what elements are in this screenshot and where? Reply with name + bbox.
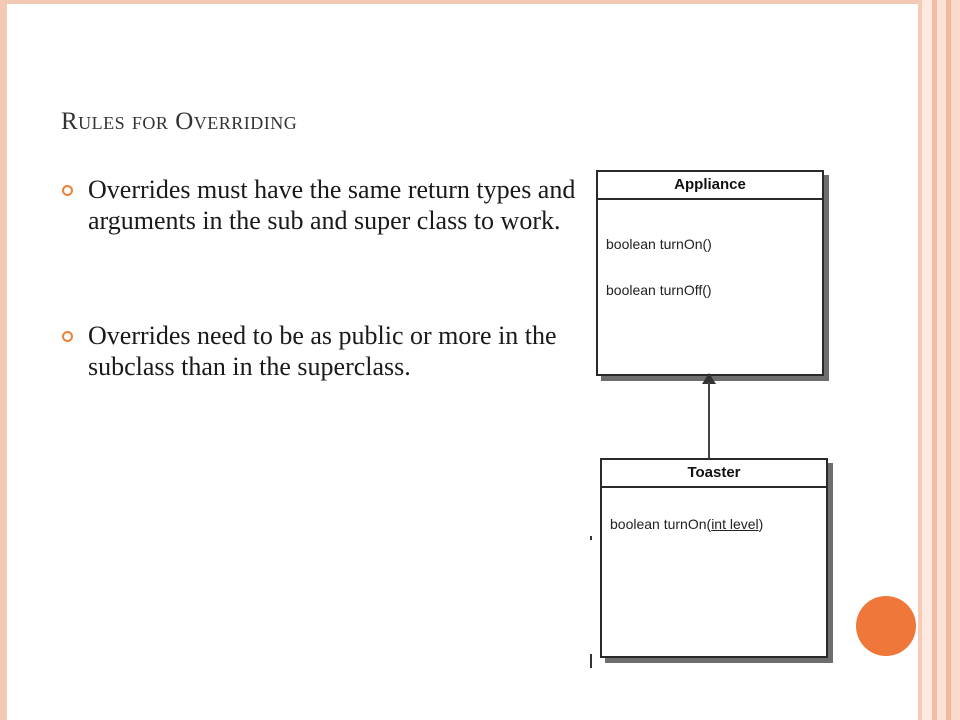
bullet-text: Overrides need to be as public or more in the subclass than in the superclass. bbox=[88, 321, 557, 381]
toaster-class-box bbox=[600, 458, 828, 658]
slide-frame-right bbox=[918, 0, 960, 720]
bullet-list bbox=[62, 174, 582, 382]
toaster-method-turnon bbox=[610, 516, 763, 532]
toaster-method-param: int level bbox=[711, 516, 759, 532]
scan-mark bbox=[590, 654, 592, 668]
bullet-item bbox=[62, 320, 582, 382]
slide-frame-left bbox=[0, 0, 7, 720]
decorative-circle bbox=[856, 596, 916, 656]
bullet-icon bbox=[62, 331, 73, 342]
toaster-class-name: Toaster bbox=[602, 460, 826, 488]
toaster-method-suffix: ) bbox=[758, 516, 764, 532]
toaster-method-prefix: boolean turnOn( bbox=[610, 516, 712, 532]
slide-title: Rules for Overriding bbox=[61, 108, 298, 135]
bullet-icon bbox=[62, 185, 73, 196]
bullet-text: Overrides must have the same return types and arguments in the sub and super class to work. bbox=[88, 175, 576, 235]
appliance-method-turnoff: boolean turnOff() bbox=[606, 282, 712, 298]
appliance-method-turnon: boolean turnOn() bbox=[606, 236, 712, 252]
bullet-item bbox=[62, 174, 582, 236]
inheritance-arrow-line bbox=[708, 382, 710, 458]
slide-frame-top bbox=[0, 0, 918, 4]
scan-mark bbox=[590, 536, 592, 540]
appliance-class-box bbox=[596, 170, 824, 376]
appliance-class-name: Appliance bbox=[598, 172, 822, 200]
uml-class-diagram bbox=[584, 166, 834, 676]
